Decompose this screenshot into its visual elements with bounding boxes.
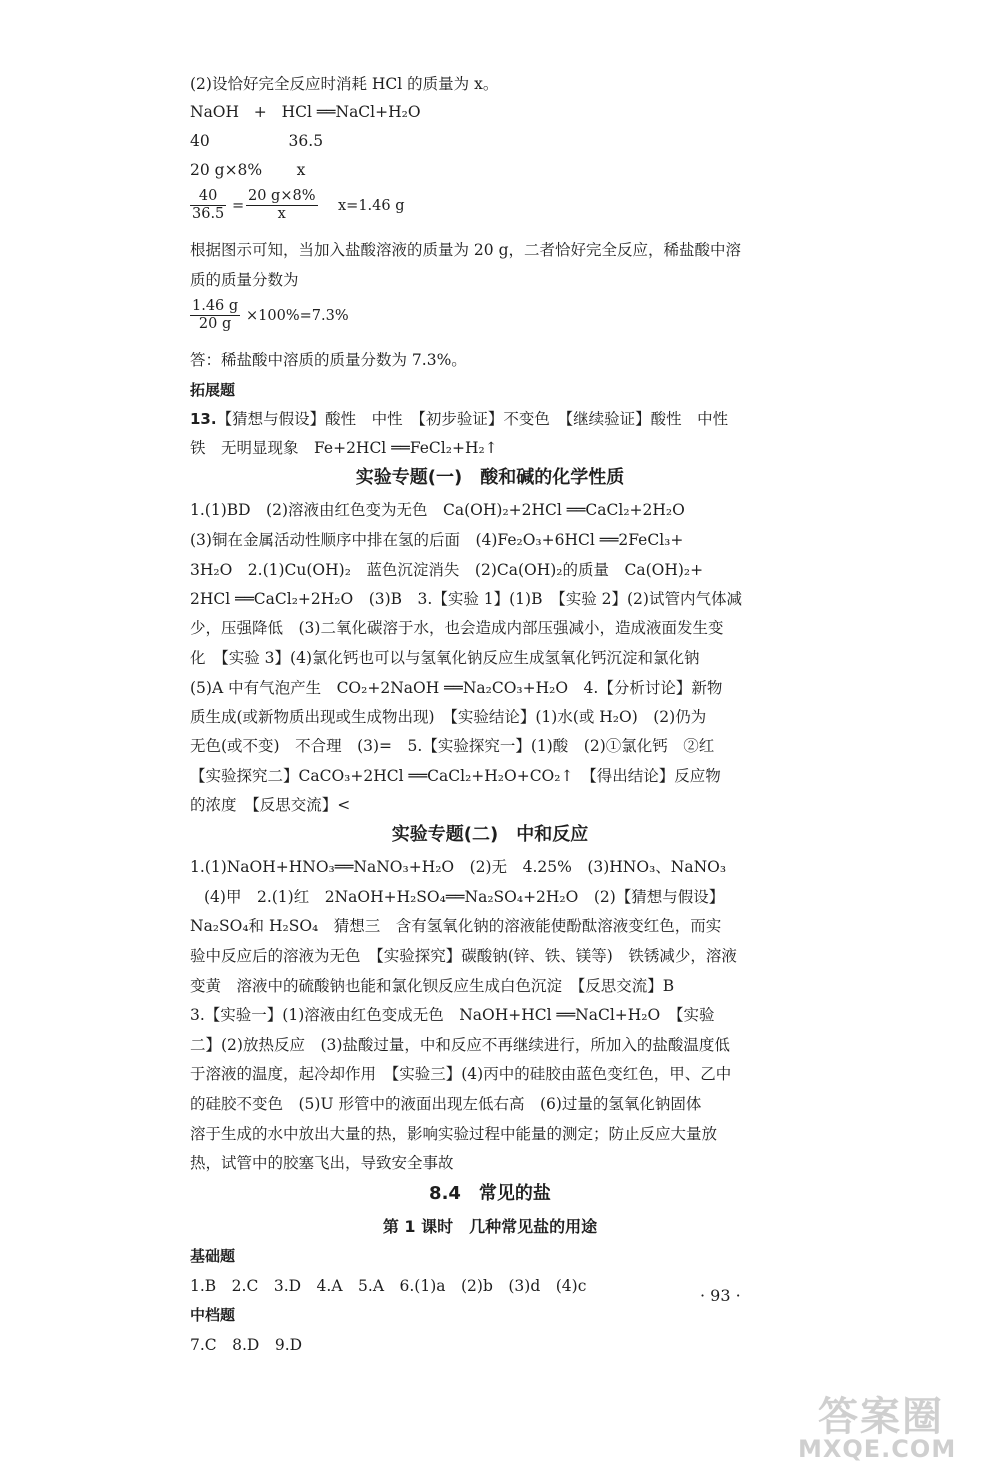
extension-text: 【猜想与假设】酸性 中性 【初步验证】不变色 【继续验证】酸性 中性: [216, 410, 729, 428]
sec1-line: 3H₂O 2.(1)Cu(OH)₂ 蓝色沉淀消失 (2)Ca(OH)₂的质量 Ca(OH)₂+: [190, 561, 704, 579]
fraction-mass: [246, 188, 318, 223]
percent-result: ×100%=7.3%: [246, 308, 349, 324]
section-title-2: 实验专题(二) 中和反应: [391, 824, 589, 845]
mid-answers: 7.C 8.D 9.D: [190, 1336, 303, 1354]
section-title-1: 实验专题(一) 酸和碱的化学性质: [355, 467, 625, 488]
calc-line-6: 根据图示可知，当加入盐酸溶液的质量为 20 g，二者恰好完全反应，稀盐酸中溶: [190, 241, 742, 259]
sec1-line: 【实验探究二】CaCO₃+2HCl ══CaCl₂+H₂O+CO₂↑ 【得出结论】反应物: [190, 767, 721, 785]
calc-quantities: 20 g×8% x: [190, 161, 306, 179]
sec2-line: 变黄 溶液中的硫酸钠也能和氯化钡反应生成白色沉淀 【反思交流】B: [190, 977, 675, 995]
section-title-3: 8.4 常见的盐: [429, 1183, 551, 1204]
calc-result: x=1.46 g: [338, 198, 405, 214]
watermark-text: 答案圈: [818, 1394, 944, 1440]
sec1-line: 化 【实验 3】(4)氯化钙也可以与氢氧化钠反应生成氢氧化钙沉淀和氯化钠: [190, 649, 700, 667]
fraction-denominator: 20 g: [198, 316, 232, 332]
question-number: 13.: [190, 410, 217, 428]
sec2-line: 溶于生成的水中放出大量的热，影响实验过程中能量的测定；防止反应大量放: [190, 1125, 718, 1143]
extension-line-1: [190, 409, 790, 429]
basic-heading: 基础题: [190, 1247, 236, 1265]
sec1-line: (5)A 中有气泡产生 CO₂+2NaOH ══Na₂CO₃+H₂O 4.【分析讨论】新物: [190, 679, 723, 697]
calc-conclusion: 答：稀盐酸中溶质的质量分数为 7.3%。: [190, 351, 467, 369]
sec1-line: 的浓度 【反思交流】<: [190, 796, 351, 814]
sec1-line: (3)铜在金属活动性顺序中排在氢的后面 (4)Fe₂O₃+6HCl ══2FeCl₃+: [190, 531, 684, 549]
page-number: · 93 ·: [700, 1286, 741, 1305]
sec2-line: 二】(2)放热反应 (3)盐酸过量，中和反应不再继续进行，所加入的盐酸温度低: [190, 1036, 730, 1054]
sec1-line: 2HCl ══CaCl₂+2H₂O (3)B 3.【实验 1】(1)B 【实验 2】(2)试管内气体减: [190, 590, 742, 608]
sec1-line: 少，压强降低 (3)二氧化碳溶于水，也会造成内部压强减小，造成液面发生变: [190, 619, 724, 637]
sec2-line: 的硅胶不变色 (5)U 形管中的液面出现左低右高 (6)过量的氢氧化钠固体: [190, 1095, 702, 1113]
fraction-percent: [190, 298, 240, 333]
fraction-numerator: 40: [190, 188, 226, 206]
lesson-subtitle: 第 1 课时 几种常见盐的用途: [382, 1217, 598, 1236]
extension-line-2: 铁 无明显现象 Fe+2HCl ══FeCl₂+H₂↑: [190, 439, 498, 457]
sec2-line: 1.(1)NaOH+HNO₃══NaNO₃+H₂O (2)无 4.25% (3)HNO₃、NaNO₃: [190, 858, 727, 876]
sec2-line: 验中反应后的溶液为无色 【实验探究】碳酸钠(锌、铁、镁等) 铁锈减少，溶液: [190, 947, 737, 965]
calc-line-7: 质的质量分数为: [190, 271, 299, 289]
fraction-numerator: 20 g×8%: [248, 188, 316, 204]
calc-molar-masses: 40 36.5: [190, 132, 324, 150]
sec1-line: 质生成(或新物质出现或生成物出现) 【实验结论】(1)水(或 H₂O) (2)仍为: [190, 708, 707, 726]
fraction-molar: [190, 188, 226, 223]
calc-line-1: (2)设恰好完全反应时消耗 HCl 的质量为 x。: [190, 75, 499, 93]
sec2-line: 热，试管中的胶塞飞出，导致安全事故: [190, 1154, 454, 1172]
sec2-line: 3.【实验一】(1)溶液由红色变成无色 NaOH+HCl ══NaCl+H₂O 【实验: [190, 1006, 715, 1024]
extension-heading: 拓展题: [190, 381, 236, 399]
sec1-line: 1.(1)BD (2)溶液由红色变为无色 Ca(OH)₂+2HCl ══CaCl₂+2H₂O: [190, 501, 685, 519]
equals-sign: =: [232, 198, 245, 214]
calc-equation: NaOH + HCl ══NaCl+H₂O: [190, 103, 421, 121]
sec2-line: 于溶液的温度，起冷却作用 【实验三】(4)丙中的硅胶由蓝色变红色，甲、乙中: [190, 1065, 732, 1083]
fraction-denominator: x: [277, 206, 286, 222]
watermark-url: MXQE.COM: [798, 1435, 957, 1463]
basic-answers: 1.B 2.C 3.D 4.A 5.A 6.(1)a (2)b (3)d (4)c: [190, 1277, 587, 1295]
fraction-denominator: 36.5: [192, 206, 225, 222]
fraction-numerator: 1.46 g: [192, 298, 239, 314]
mid-heading: 中档题: [190, 1306, 236, 1324]
watermark-logo: [790, 1385, 980, 1465]
sec2-line: (4)甲 2.(1)红 2NaOH+H₂SO₄══Na₂SO₄+2H₂O (2)【猜想与假设】: [204, 888, 725, 906]
sec2-line: Na₂SO₄和 H₂SO₄ 猜想三 含有氢氧化钠的溶液能使酚酞溶液变红色，而实: [190, 917, 722, 935]
sec1-line: 无色(或不变) 不合理 (3)= 5.【实验探究一】(1)酸 (2)①氯化钙 ②红: [190, 737, 715, 755]
